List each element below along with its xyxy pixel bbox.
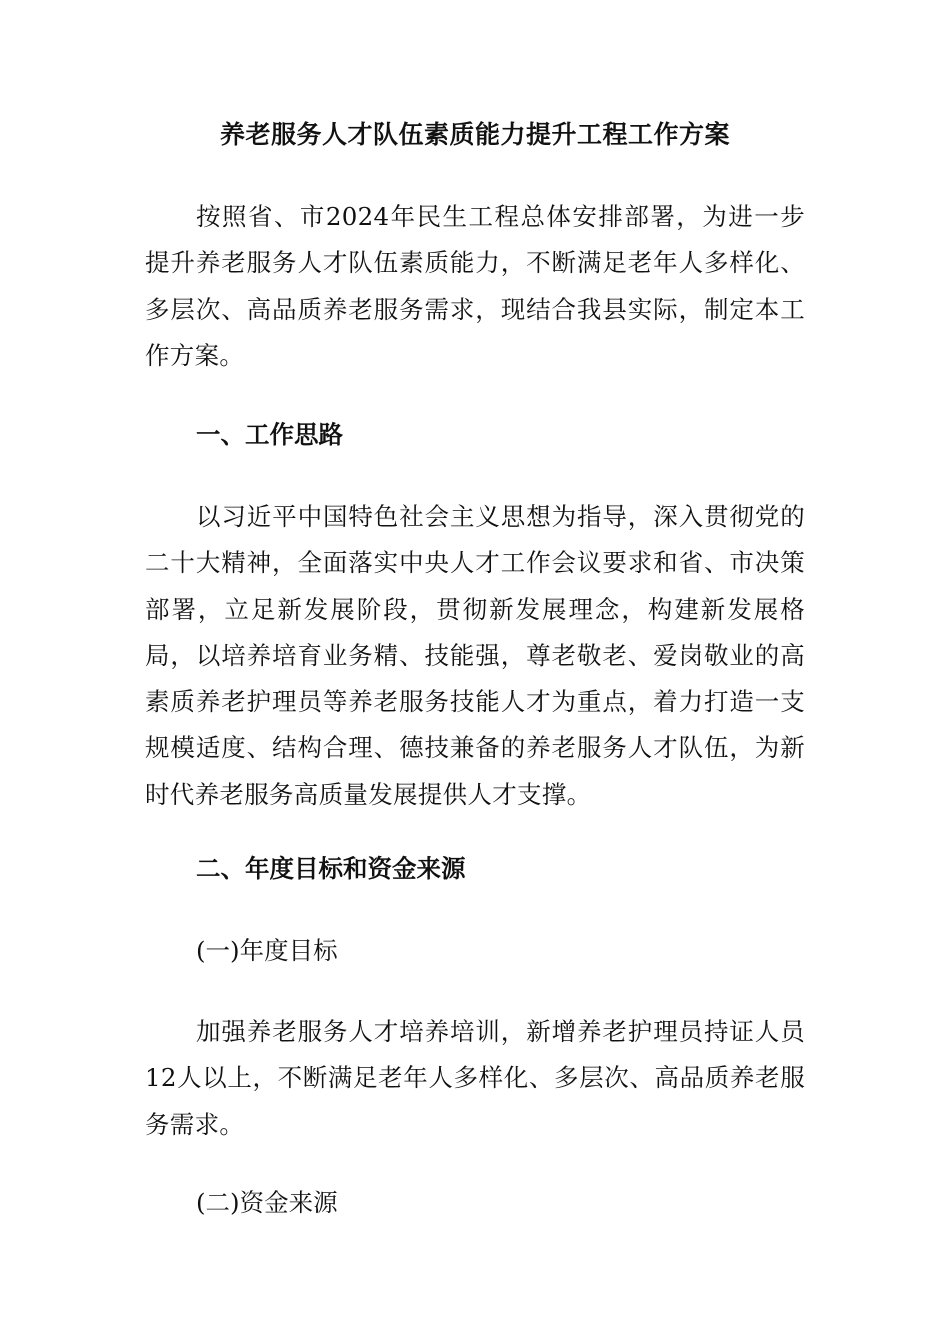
subsection-heading-annual-goals: (一)年度目标 xyxy=(196,936,338,965)
annual-goals-paragraph: 加强养老服务人才培养培训，新增养老护理员持证人员12人以上，不断满足老年人多样化、多层次、高品质养老服务需求。 xyxy=(145,1017,805,1139)
section-heading-work-approach: 一、工作思路 xyxy=(196,420,343,449)
document-title: 养老服务人才队伍素质能力提升工程工作方案 xyxy=(219,120,730,149)
intro-paragraph: 按照省、市2024年民生工程总体安排部署，为进一步提升养老服务人才队伍素质能力，不断满足老年人多样化、多层次、高品质养老服务需求，现结合我县实际，制定本工作方案。 xyxy=(145,202,805,370)
work-approach-paragraph: 以习近平中国特色社会主义思想为指导，深入贯彻党的二十大精神，全面落实中央人才工作会议要求和省、市决策部署，立足新发展阶段，贯彻新发展理念，构建新发展格局，以培养培育业务精、技能强，尊老敬老、爱岗敬业的高素质养老护理员等养老服务技能人才为重点，着力打造一支规模适度、结构合理、德技兼备的养老服务人才队伍，为新时代养老服务高质量发展提供人才支撑。 xyxy=(145,502,805,809)
section-heading-goals-funding: 二、年度目标和资金来源 xyxy=(196,854,466,883)
subsection-heading-funding-source: (二)资金来源 xyxy=(196,1188,338,1217)
